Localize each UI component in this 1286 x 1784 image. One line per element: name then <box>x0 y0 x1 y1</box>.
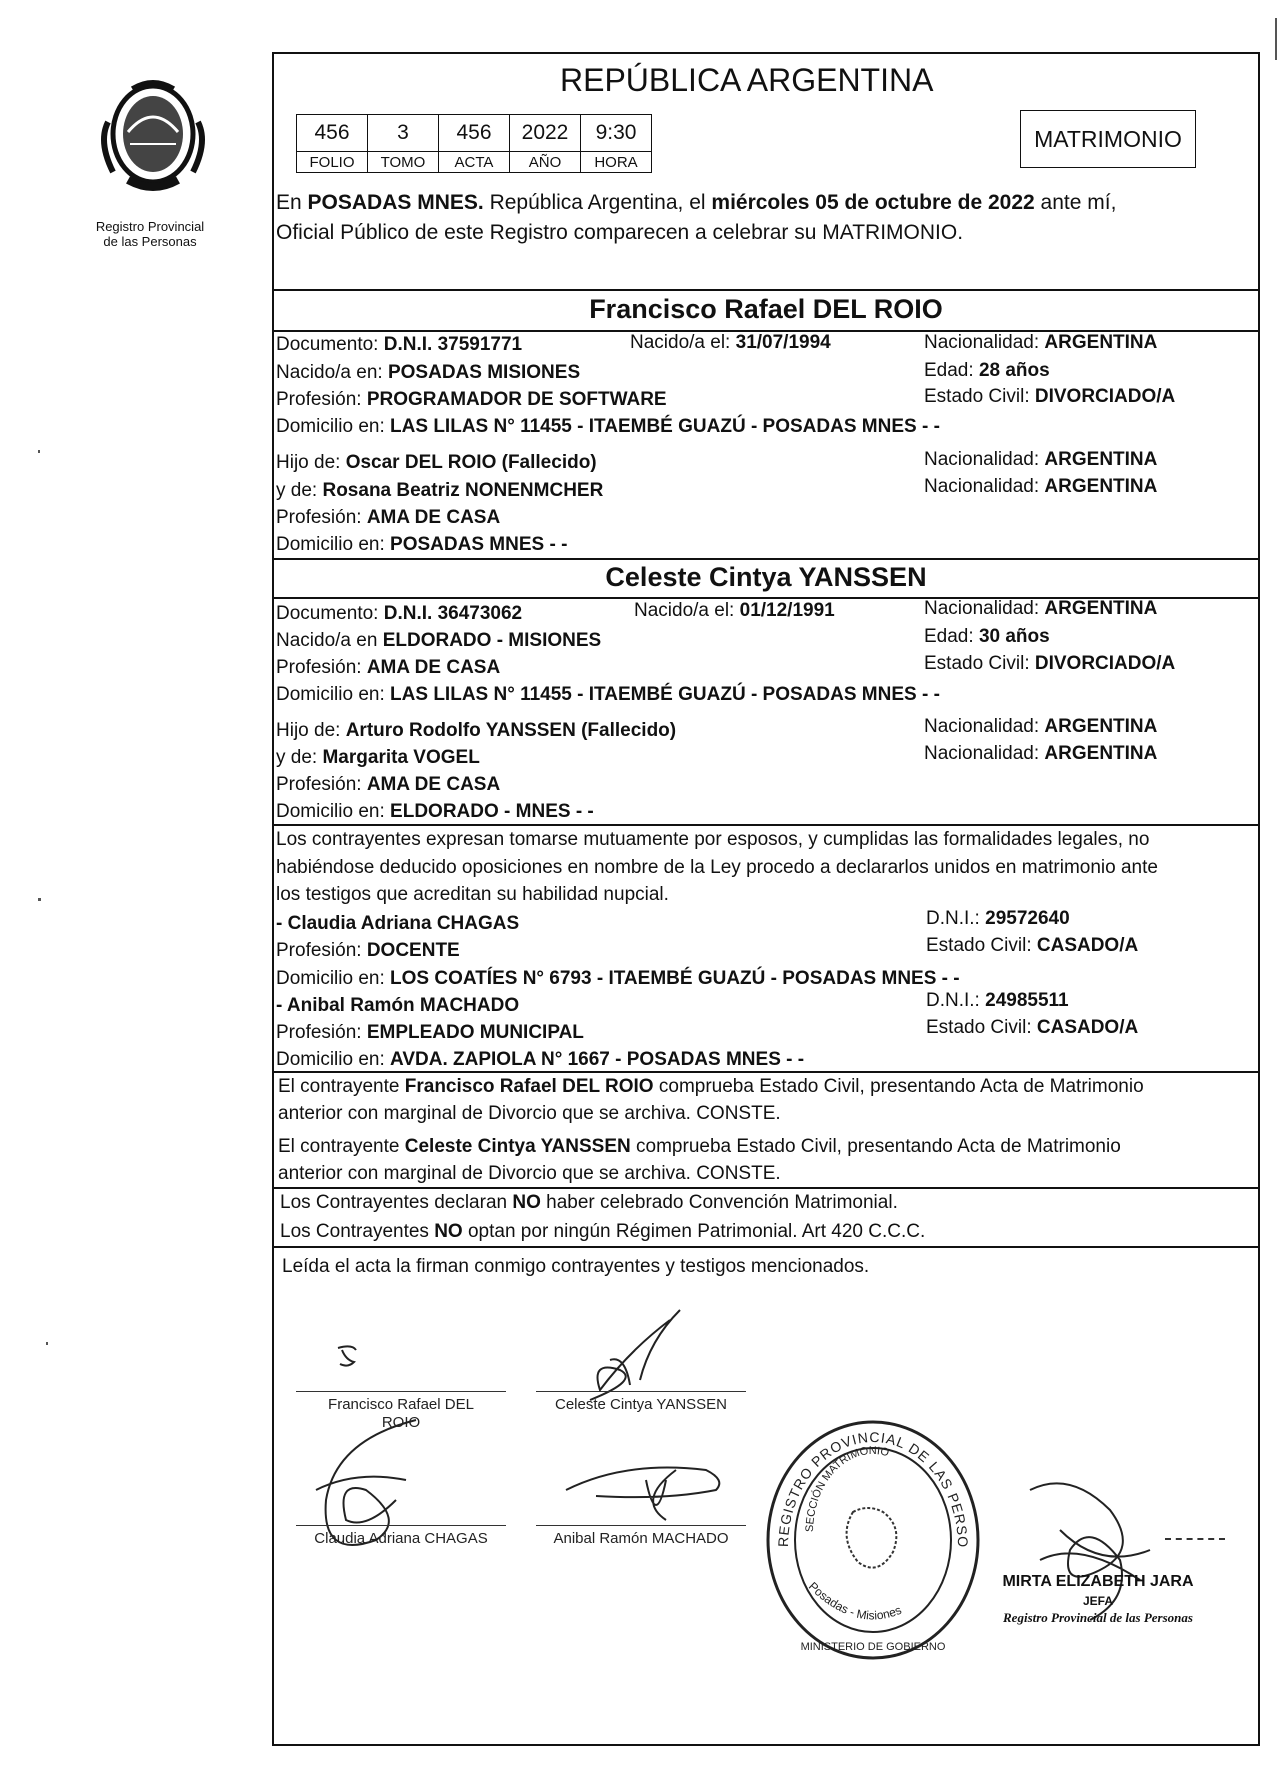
tomo-value: 3 <box>368 115 439 152</box>
folio-label: FOLIO <box>297 152 368 173</box>
field-value: D.N.I. 37591771 <box>383 334 523 355</box>
field-value: EMPLEADO MUNICIPAL <box>366 1022 584 1043</box>
intro-line-1 <box>276 192 1116 214</box>
field-label: Profesión: <box>276 940 367 961</box>
field-value: DIVORCIADO/A <box>1034 386 1176 407</box>
tomo-label: TOMO <box>368 152 439 173</box>
intro-line-2: Oficial Público de este Registro comparecen a celebrar su MATRIMONIO. <box>276 221 964 244</box>
field-value: LAS LILAS N° 11455 - ITAEMBÉ GUAZÚ - POSADAS MNES - - <box>390 684 940 705</box>
regime-no: NO <box>512 1192 541 1213</box>
field-value: ARGENTINA <box>1044 332 1158 353</box>
scan-mark <box>46 1342 48 1345</box>
field-label: Profesión: <box>276 1022 367 1043</box>
stamp-bottom-text: Posadas - Misiones <box>805 1579 904 1623</box>
regime-line-2 <box>280 1221 925 1243</box>
field-label: Nacionalidad: <box>924 449 1045 470</box>
field-label: Hijo de: <box>276 452 346 473</box>
field-label: Domicilio en: <box>276 968 391 989</box>
witness1-name: - Claudia Adriana CHAGAS <box>276 913 520 934</box>
svg-text:Posadas - Misiones <box>806 1579 903 1622</box>
field-value: DIVORCIADO/A <box>1034 653 1176 674</box>
groom-name-heading: Francisco Rafael DEL ROIO <box>589 294 943 324</box>
field-value: AMA DE CASA <box>366 657 501 678</box>
declaration-line-2: habiéndose deducido oposiciones en nombre de la Ley procedo a declararlos unidos en matrimonio ante <box>276 857 1158 878</box>
bride-civil <box>924 653 1175 675</box>
field-label: Nacido/a en <box>276 630 383 651</box>
bride-place <box>276 630 601 652</box>
groom-parent-prof <box>276 507 500 529</box>
field-label: Estado Civil: <box>926 935 1037 956</box>
bride-father <box>276 720 676 742</box>
groom-signature-name-1: Francisco Rafael DEL <box>328 1396 474 1413</box>
field-label: Edad: <box>924 360 979 381</box>
hora-label: HORA <box>581 152 652 173</box>
country-title: REPÚBLICA ARGENTINA <box>560 62 934 98</box>
field-value: 29572640 <box>985 908 1070 929</box>
regime-text: Los Contrayentes <box>280 1221 435 1242</box>
proof-name: Francisco Rafael DEL ROIO <box>404 1076 654 1097</box>
bride-father-nat <box>924 716 1157 738</box>
signature-line <box>296 1525 506 1526</box>
regime-text: haber celebrado Convención Matrimonial. <box>540 1192 898 1213</box>
divider <box>272 289 1260 291</box>
field-label: Nacido/a en: <box>276 362 388 383</box>
witness2-signature-name: Anibal Ramón MACHADO <box>553 1530 729 1547</box>
field-label: D.N.I.: <box>926 990 986 1011</box>
proof-text: El contrayente <box>278 1076 405 1097</box>
field-label: Profesión: <box>276 389 367 410</box>
field-value: Arturo Rodolfo YANSSEN (Fallecido) <box>345 720 677 741</box>
field-label: Nacionalidad: <box>924 476 1045 497</box>
field-label: Edad: <box>924 626 979 647</box>
witness1-addr <box>276 968 960 990</box>
bride-prof <box>276 657 500 679</box>
field-value: 30 años <box>978 626 1050 647</box>
doc-type-box <box>1020 110 1196 168</box>
field-label: Nacionalidad: <box>924 598 1045 619</box>
field-label: y de: <box>276 480 323 501</box>
intro-date: miércoles 05 de octubre de 2022 <box>711 191 1035 214</box>
field-value: 01/12/1991 <box>739 600 835 621</box>
field-value: Rosana Beatriz NONENMCHER <box>322 480 604 501</box>
field-label: Profesión: <box>276 657 367 678</box>
field-value: ARGENTINA <box>1044 598 1158 619</box>
groom-father <box>276 452 597 474</box>
field-value: PROGRAMADOR DE SOFTWARE <box>366 389 667 410</box>
regime-no: NO <box>434 1221 463 1242</box>
field-value: LOS COATÍES N° 6793 - ITAEMBÉ GUAZÚ - POSADAS MNES - - <box>390 968 960 989</box>
groom-nat <box>924 332 1157 354</box>
divider <box>272 1071 1260 1073</box>
acta-value: 456 <box>439 115 510 152</box>
misiones-seal-icon <box>88 72 218 212</box>
field-label: y de: <box>276 747 323 768</box>
bride-proof-line-1 <box>278 1136 1121 1158</box>
officer-name: MIRTA ELIZABETH JARA <box>1002 1573 1194 1590</box>
field-label: Estado Civil: <box>926 1017 1037 1038</box>
scan-mark <box>38 898 41 901</box>
hora-value: 9:30 <box>581 115 652 152</box>
field-value: ARGENTINA <box>1044 476 1158 497</box>
field-value: Oscar DEL ROIO (Fallecido) <box>345 452 597 473</box>
intro-text: En <box>276 191 308 214</box>
bride-mother <box>276 747 480 769</box>
groom-signature-name-2: ROIO <box>381 1414 421 1431</box>
proof-text: comprueba Estado Civil, presentando Acta de Matrimonio <box>630 1136 1121 1157</box>
logo-caption-2: de las Personas <box>103 234 197 249</box>
groom-signature-mark <box>330 1342 370 1372</box>
stamp-outer-text: REGISTRO PROVINCIAL DE LAS PERSO <box>774 1428 972 1549</box>
groom-proof-line-1 <box>278 1076 1144 1098</box>
field-label: D.N.I.: <box>926 908 986 929</box>
registry-stamp-icon <box>758 1412 988 1662</box>
field-label: Documento: <box>276 603 384 624</box>
scan-mark <box>38 450 40 453</box>
field-value: LAS LILAS N° 11455 - ITAEMBÉ GUAZÚ - POSADAS MNES - - <box>390 416 940 437</box>
proof-text: El contrayente <box>278 1136 405 1157</box>
field-label: Domicilio en: <box>276 684 391 705</box>
anio-label: AÑO <box>510 152 581 173</box>
field-value: AMA DE CASA <box>366 507 501 528</box>
field-value: ELDORADO - MISIONES <box>382 630 602 651</box>
field-label: Hijo de: <box>276 720 346 741</box>
logo-caption-1: Registro Provincial <box>95 219 205 234</box>
bride-proof-line-2: anterior con marginal de Divorcio que se archiva. CONSTE. <box>278 1163 781 1184</box>
field-label: Documento: <box>276 334 384 355</box>
bride-signature-name: Celeste Cintya YANSSEN <box>554 1396 728 1413</box>
groom-prof <box>276 389 667 411</box>
field-value: CASADO/A <box>1036 935 1139 956</box>
field-value: POSADAS MISIONES <box>387 362 581 383</box>
field-value: Margarita VOGEL <box>322 747 480 768</box>
bride-parent-addr <box>276 801 594 823</box>
field-label: Domicilio en: <box>276 801 391 822</box>
bride-doc <box>276 603 522 625</box>
field-value: 31/07/1994 <box>735 332 831 353</box>
field-value: ELDORADO - MNES - - <box>390 801 594 822</box>
regime-text: Los Contrayentes declaran <box>280 1192 513 1213</box>
divider <box>272 1246 1260 1248</box>
officer-office: Registro Provincial de las Personas <box>1003 1610 1193 1625</box>
proof-text: comprueba Estado Civil, presentando Acta de Matrimonio <box>653 1076 1144 1097</box>
registry-logo <box>88 72 218 212</box>
field-label: Estado Civil: <box>924 386 1035 407</box>
field-value: ARGENTINA <box>1044 743 1158 764</box>
bride-nat <box>924 598 1157 620</box>
field-label: Nacionalidad: <box>924 716 1045 737</box>
field-label: Nacionalidad: <box>924 332 1045 353</box>
field-value: 24985511 <box>985 990 1069 1011</box>
anio-value: 2022 <box>510 115 581 152</box>
field-label: Domicilio en: <box>276 416 391 437</box>
bride-addr <box>276 684 940 706</box>
groom-mother-nat <box>924 476 1157 498</box>
official-stamp <box>758 1412 988 1662</box>
field-value: ARGENTINA <box>1044 449 1158 470</box>
field-value: 28 años <box>978 360 1050 381</box>
declaration-line-3: los testigos que acreditan su habilidad nupcial. <box>276 884 669 905</box>
groom-father-nat <box>924 449 1157 471</box>
intro-text: ante mí, <box>1034 191 1117 214</box>
field-value: POSADAS MNES - - <box>390 534 568 555</box>
regime-text: optan por ningún Régimen Patrimonial. Art 420 C.C.C. <box>462 1221 926 1242</box>
divider <box>272 1187 1260 1189</box>
field-value: AVDA. ZAPIOLA N° 1667 - POSADAS MNES - - <box>390 1049 805 1070</box>
field-label: Estado Civil: <box>924 653 1035 674</box>
stamp-ministry-text: MINISTERIO DE GOBIERNO <box>800 1641 946 1653</box>
witness2-dni <box>926 990 1069 1012</box>
witness1-civil <box>926 935 1138 957</box>
bride-age <box>924 626 1050 648</box>
divider <box>272 558 1260 560</box>
groom-civil <box>924 386 1175 408</box>
field-label: Nacido/a el: <box>634 600 740 621</box>
declaration-line-1: Los contrayentes expresan tomarse mutuamente por esposos, y cumplidas las formalidades legales, no <box>276 829 1150 850</box>
signature-line <box>536 1525 746 1526</box>
field-label: Nacionalidad: <box>924 743 1045 764</box>
intro-text: República Argentina, el <box>483 191 712 214</box>
witness2-name: - Anibal Ramón MACHADO <box>276 995 520 1016</box>
groom-born <box>630 332 831 354</box>
signature-line <box>296 1391 506 1392</box>
divider <box>272 824 1260 826</box>
groom-doc <box>276 334 522 356</box>
scan-mark <box>1275 18 1277 60</box>
field-label: Profesión: <box>276 774 367 795</box>
svg-text:REGISTRO PROVINCIAL DE LAS PER <box>758 1412 971 1548</box>
officer-role: JEFA <box>1082 1594 1113 1608</box>
registry-table <box>296 114 652 173</box>
closing-text: Leída el acta la firman conmigo contrayentes y testigos mencionados. <box>282 1256 870 1277</box>
witness2-prof <box>276 1022 584 1044</box>
field-value: AMA DE CASA <box>366 774 501 795</box>
bride-born <box>634 600 835 622</box>
bride-mother-nat <box>924 743 1157 765</box>
witness2-addr <box>276 1049 804 1071</box>
stamp-inner-text: SECCIÓN MATRIMONIO <box>803 1444 891 1533</box>
proof-name: Celeste Cintya YANSSEN <box>404 1136 631 1157</box>
decorative-dash <box>1165 1538 1225 1540</box>
groom-parent-addr <box>276 534 567 556</box>
witness2-civil <box>926 1017 1138 1039</box>
folio-value: 456 <box>297 115 368 152</box>
signature-line <box>536 1391 746 1392</box>
witness1-dni <box>926 908 1070 930</box>
field-label: Nacido/a el: <box>630 332 736 353</box>
field-value: ARGENTINA <box>1044 716 1158 737</box>
acta-label: ACTA <box>439 152 510 173</box>
bride-parent-prof <box>276 774 500 796</box>
groom-place <box>276 362 580 384</box>
field-label: Profesión: <box>276 507 367 528</box>
intro-place: POSADAS MNES. <box>307 191 484 214</box>
groom-proof-line-2: anterior con marginal de Divorcio que se archiva. CONSTE. <box>278 1103 781 1124</box>
field-label: Domicilio en: <box>276 534 391 555</box>
field-value: DOCENTE <box>366 940 460 961</box>
field-value: D.N.I. 36473062 <box>383 603 523 624</box>
witness1-signature-name: Claudia Adriana CHAGAS <box>314 1530 488 1547</box>
doc-type-label: MATRIMONIO <box>1034 125 1182 152</box>
bride-name-heading: Celeste Cintya YANSSEN <box>605 562 927 592</box>
field-label: Domicilio en: <box>276 1049 391 1070</box>
groom-addr <box>276 416 940 438</box>
groom-mother <box>276 480 603 502</box>
field-value: CASADO/A <box>1036 1017 1139 1038</box>
witness1-prof <box>276 940 460 962</box>
groom-age <box>924 360 1050 382</box>
regime-line-1 <box>280 1192 898 1214</box>
